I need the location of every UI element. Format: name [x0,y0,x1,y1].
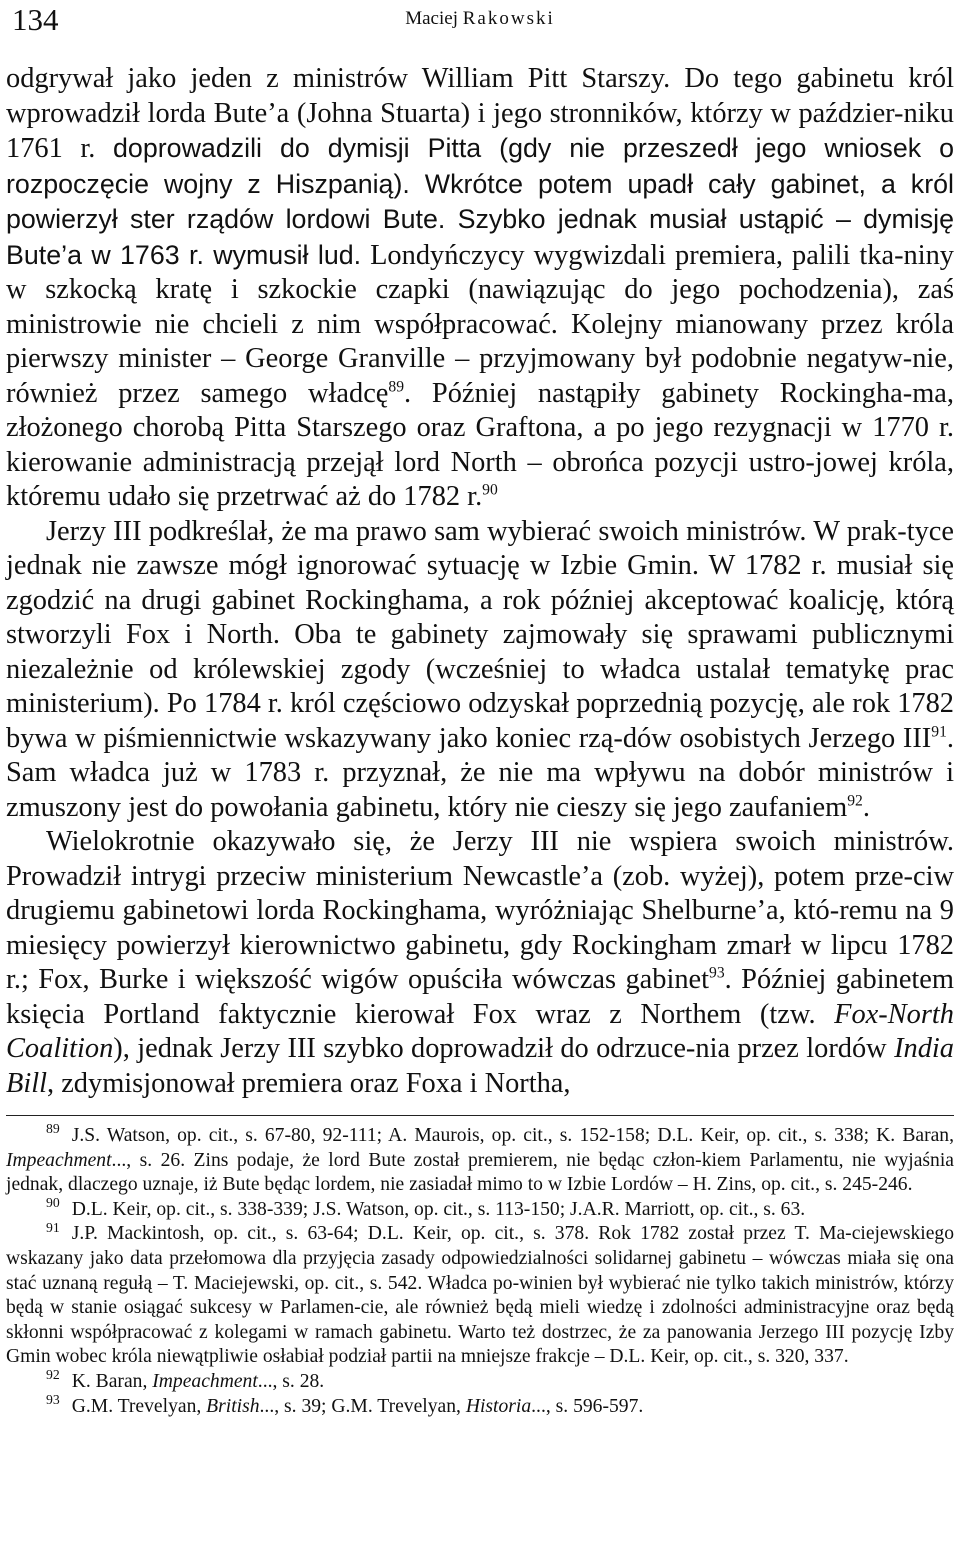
italic-term: India Bill [6,1033,954,1099]
footnote-ref-90[interactable]: 90 [482,481,498,499]
author-first-name: Maciej [405,8,458,29]
footnote-ref-89[interactable]: 89 [388,378,405,396]
footnote-text: J.S. Watson, op. cit., s. 67-80, 92-111; A. Maurois, op. cit., s. 152-158; D.L. Keir, op. cit., s. 338; K. Baran, [71,1125,954,1146]
paragraph-1 [6,62,954,515]
italic-title: Impeachment [152,1370,258,1392]
italic-title: Impeachment [6,1149,112,1171]
text-span: odgrywał jako jeden z ministrów William Pitt Starszy. Do tego gabinetu król wprowadził lorda Bute’a (Johna Stuarta) i jego stronników, którzy w paździer-niku 1761 r. [6,63,954,164]
text-span: . Sam władca już w 1783 r. przyznał, że nie ma wpływu na dobór ministrów i zmuszony jest do powołania gabinetu, który nie cieszy się jego zaufaniem [6,722,954,823]
footnote-number: 92 [46,1367,60,1383]
footnote-text: G.M. Trevelyan, [71,1395,207,1417]
page-number: 134 [12,2,59,37]
running-head [6,8,954,30]
footnote-text: ..., s. 28. [257,1370,325,1392]
footnote-text: D.L. Keir, op. cit., s. 338-339; J.S. Watson, op. cit., s. 113-150; J.A.R. Marriott, op. cit., s. 63. [71,1198,806,1220]
page-header [6,0,954,52]
text-span: ), jednak Jerzy III szybko doprowadził do odrzuce-nia przez lordów [113,1033,895,1064]
footnote-number: 91 [46,1219,60,1235]
footnote-93 [6,1392,954,1420]
footnote-number: 90 [46,1195,60,1211]
italic-title: Historia [465,1395,532,1417]
footnotes [6,1121,954,1419]
text-span: . Później nastąpiły gabinety Rockingha-ma, złożonego chorobą Pitta Starszego oraz Graftona, a po jego rezygnacji w 1770 r. kierowanie administracją przejął lord North – obrońca pozycji ustro-jowej króla, któremu udało się przetrwać aż do 1782 r. [6,377,954,512]
text-span-sans: doprowadzili do dymisji Pitta (gdy nie przeszedł jego wniosek o rozpoczęcie wojny z Hiszpanią). Wkrótce potem upadł cały gabinet, a król powierzył ster rządów lordowi Bute. Szybko jednak musiał ustąpić – dymisję Bute’a w 1763 r. wymusił lud. [6,133,955,270]
footnote-ref-91[interactable]: 91 [931,723,947,741]
footnote-ref-93[interactable]: 93 [709,964,725,982]
text-span: Londyńczycy wygwizdali premiera, palili tka-niny w szkocką kratę i szkockie czapki (nawiązując do jego pochodzenia), zaś ministrowie nie chcieli z nim współpracować. Kolejny mianowany przez króla pierwszy minister – George Granville – przyjmowany był podobnie negatyw-nie, również przez samego władcę [6,239,954,409]
paragraph-3 [6,825,954,1101]
text-span: . [862,791,870,823]
italic-term: Fox-North Coalition [6,998,954,1064]
footnote-ref-92[interactable]: 92 [847,792,863,810]
footnote-text: K. Baran, [71,1370,153,1392]
text-span: Jerzy III podkreślał, że ma prawo sam wybierać swoich ministrów. W prak-tyce jednak nie zawsze mógł ignorować sytuację w Izbie Gmin. W 1782 r. musiał się zgodzić na drugi gabinet Rockinghama, a rok później akceptować koalicję, którą stworzyli Fox i North. Oba te gabinety zajmowały się sprawami publicznymi niezależnie od królewskiej zgody (wcześniej to władca ustalał tematykę prac ministerium). Po 1784 r. król częściowo odzyskał poprzednią pozycję, ale rok 1782 bywa w piśmiennictwie wskazywany jako koniec rzą-dów osobistych Jerzego III [6,515,954,754]
text-span: Wielokrotnie okazywało się, że Jerzy III nie wspiera swoich ministrów. Prowadził intrygi przeciw ministerium Newcastle’a (zob. wyżej), potem prze-ciw drugiemu gabinetowi lorda Rockinghama, wyróżniając Shelburne’a, któ-remu na 9 miesięcy powierzył kierownictwo gabinetu, gdy Rockingham zmarł w lipcu 1782 r.; Fox, Burke i większość wigów opuściła wówczas gabinet [6,826,954,995]
author-last-name: Rakowski [462,8,555,29]
italic-title: British [206,1395,260,1417]
footnote-91 [6,1219,954,1370]
footnote-text: ..., s. 39; G.M. Trevelyan, [259,1395,466,1417]
footnote-divider [6,1115,954,1116]
footnote-text: ..., s. 596-597. [531,1395,644,1417]
paragraph-2 [6,515,954,826]
footnote-92 [6,1367,954,1395]
footnote-text: ..., s. 26. Zins podaje, że lord Bute został premierem, nie będąc człon-kiem Parlamentu, nie wyjaśnia jednak, dlaczego uznaje, iż Bute będąc lordem, nie zasiadał mimo to w Izbie Lordów – H. Zins, op. cit., s. 245-246. [6,1149,954,1196]
text-span: . Później gabinetem księcia Portland faktycznie kierował Fox wraz z Northem (tzw. [6,964,954,1030]
footnote-text: J.P. Mackintosh, op. cit., s. 63-64; D.L. Keir, op. cit., s. 378. Rok 1782 został przez T. Ma-ciejewskiego wskazany jako data przełomowa dla przyjęcia zasady odpowiedzialności solidarnej gabinetu – wówczas miała się ona stać uznaną regułą – T. Maciejewski, op. cit., s. 542. Władca po-winien był wybierać nie tylko takich ministrów, którzy będą w stanie osiągać sukcesy w Parlamen-cie, ale również będą mieli wiedzę i zdolności administracyjne oraz będą skłonni współpracować z kolegami w ramach gabinetu. Warto też dostrzec, że za panowania Jerzego III pozycję Izby Gmin wobec króla niewątpliwie osłabiał podział partii na mniejsze frakcje – D.L. Keir, op. cit., s. 320, 337. [6,1223,954,1368]
footnote-89 [6,1121,954,1198]
footnote-number: 89 [46,1121,60,1137]
footnote-number: 93 [46,1392,60,1407]
main-text [6,62,954,1101]
footnote-90 [6,1195,954,1223]
text-span: , zdymisjonował premiera oraz Foxa i Northa, [47,1067,571,1099]
